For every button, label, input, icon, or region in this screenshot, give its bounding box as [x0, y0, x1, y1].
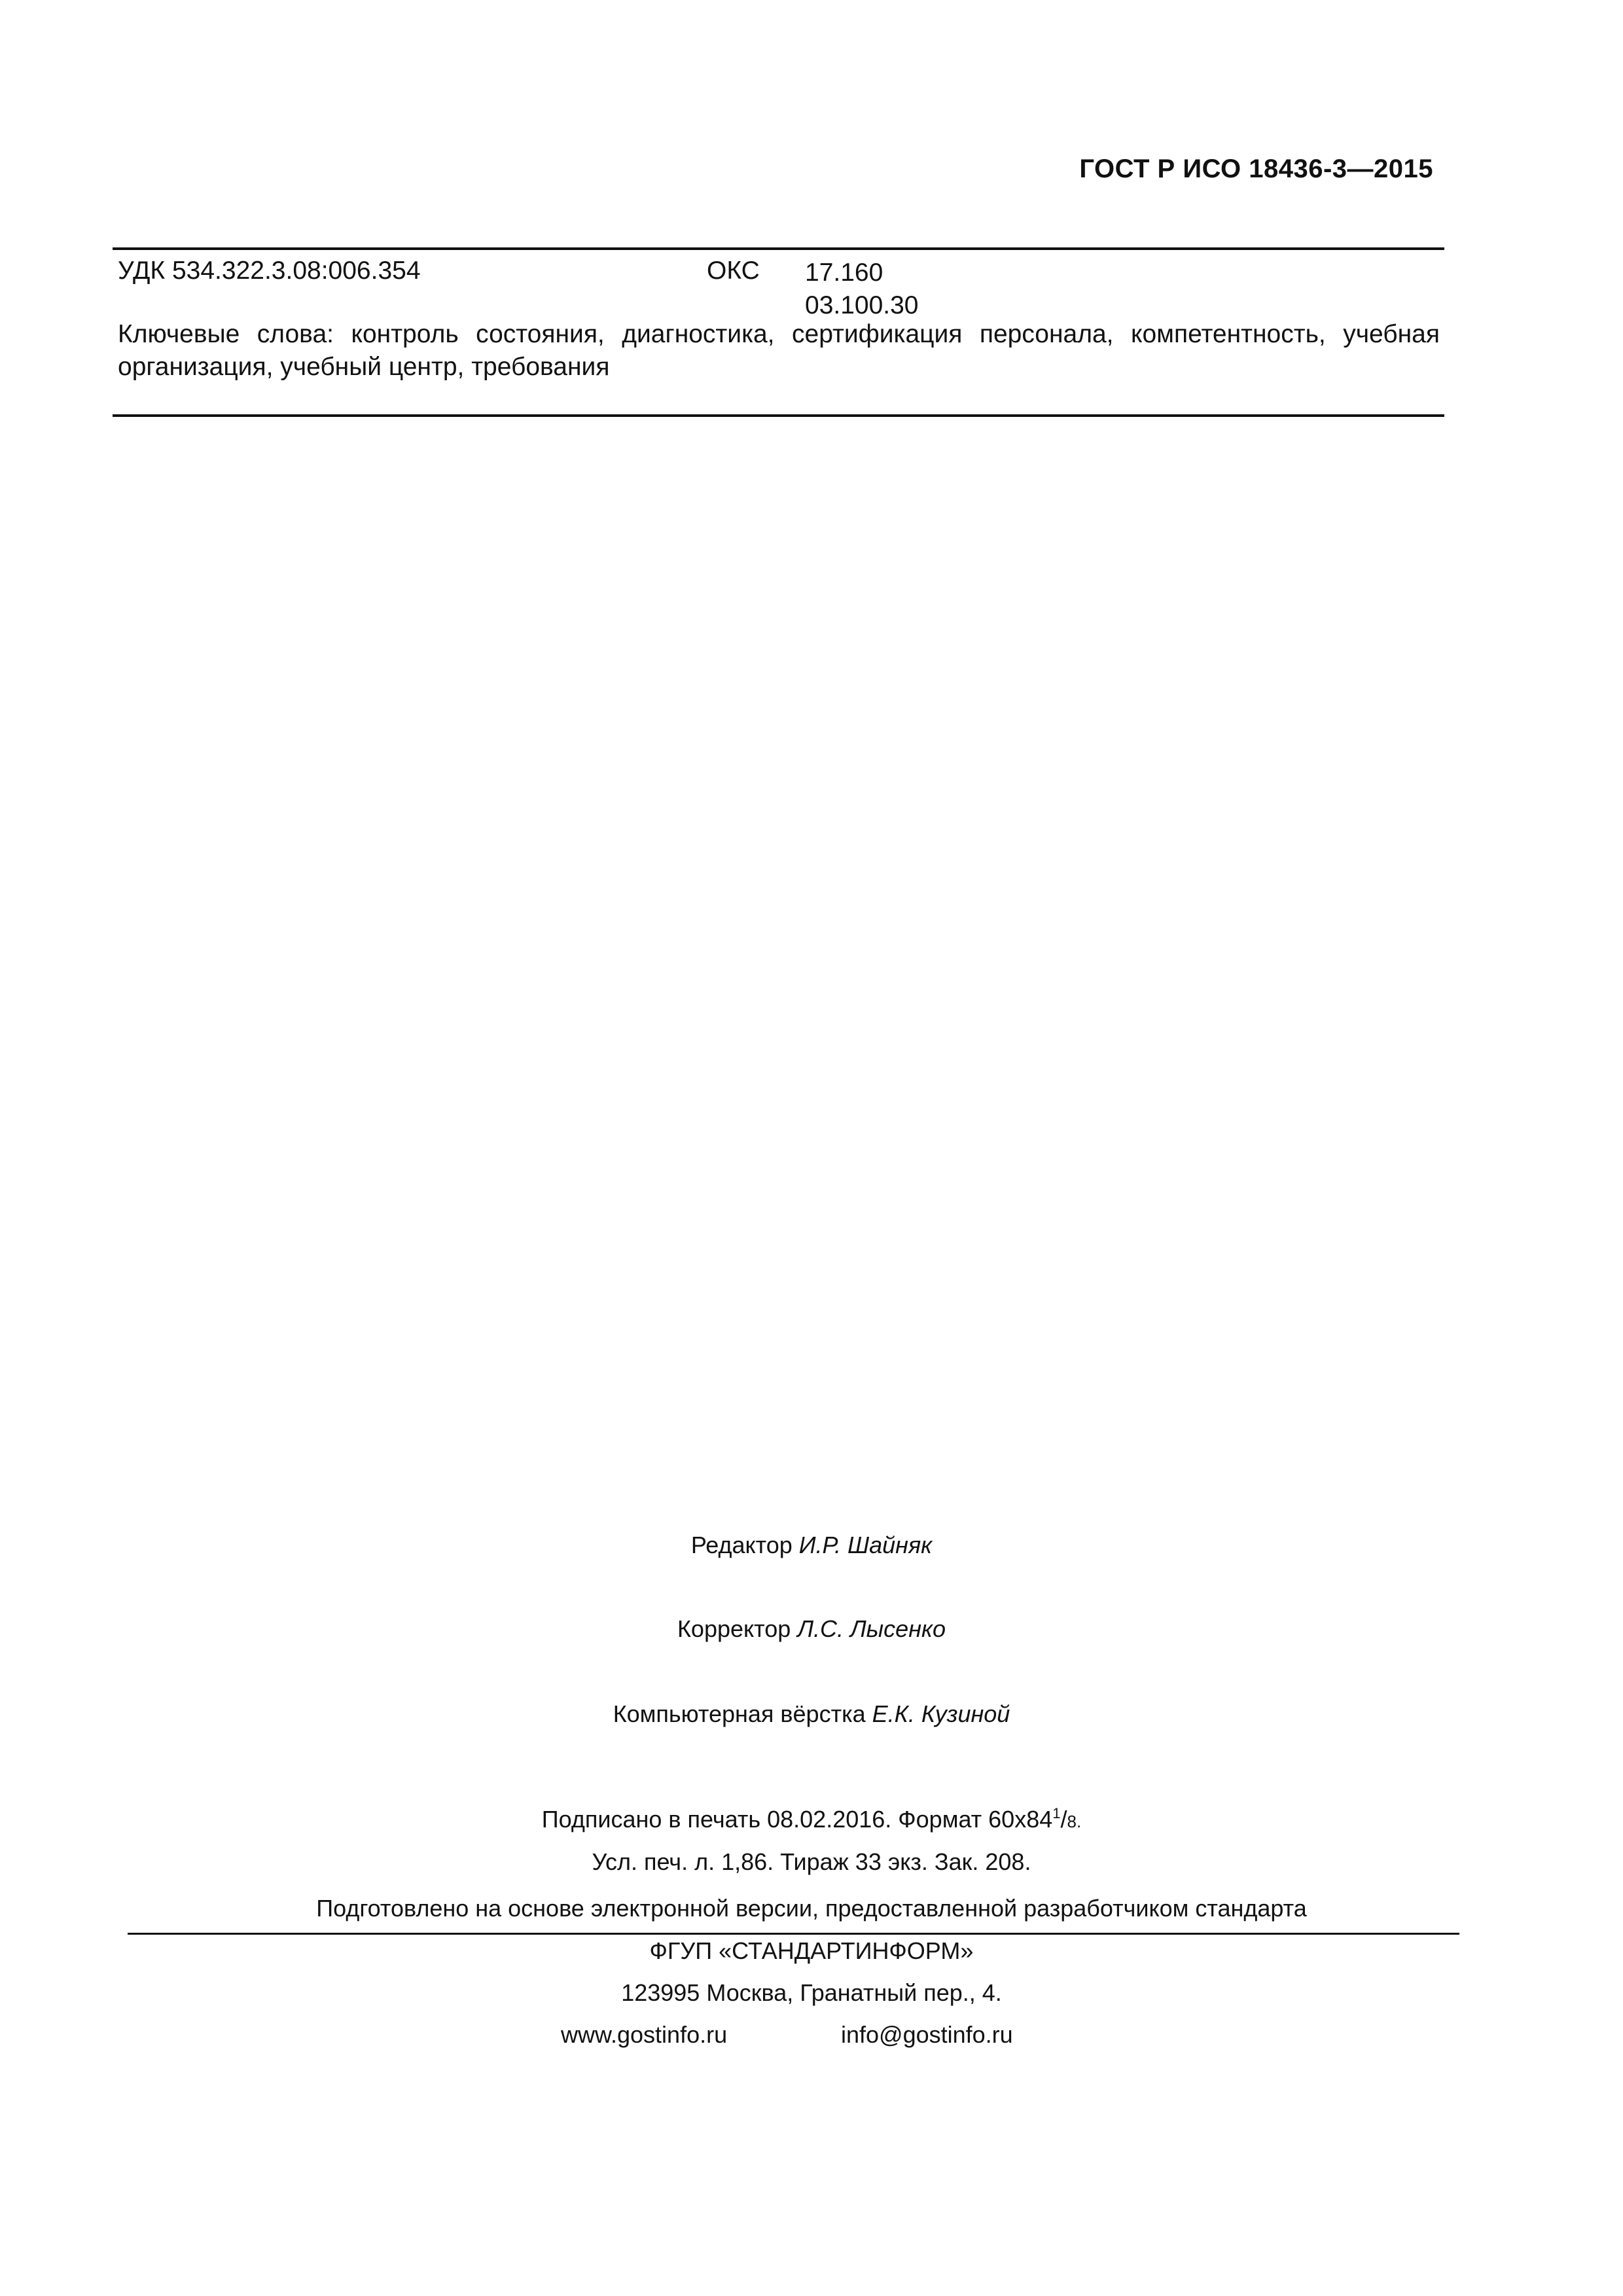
footer-rule [128, 1933, 1459, 1935]
signed-text: Подписано в печать 08.02.2016. Формат 60x84 [541, 1806, 1053, 1833]
signed-line [0, 1805, 1623, 1833]
email-link[interactable]: info@gostinfo.ru [841, 2021, 1013, 2048]
oks-code: 17.160 [805, 259, 883, 287]
oks-code: 03.100.30 [805, 291, 919, 319]
format-numerator: 1 [1052, 1805, 1061, 1821]
editor-name: И.Р. Шайняк [798, 1532, 933, 1558]
oks-label: ОКС [707, 257, 760, 285]
corrector-label: Корректор [677, 1615, 791, 1642]
prepared-note: Подготовлено на основе электронной версии, предоставленной разработчиком стандарта [316, 1895, 1307, 1922]
classification-bottom-rule [113, 414, 1444, 417]
document-code: ГОСТ Р ИСО 18436-3—2015 [1079, 154, 1433, 183]
top-rule [113, 247, 1444, 250]
run-info: Усл. печ. л. 1,86. Тираж 33 экз. Зак. 208. [592, 1848, 1031, 1875]
corrector-name: Л.С. Лысенко [797, 1615, 946, 1642]
layout-name: Е.К. Кузиной [872, 1700, 1010, 1727]
layout-line [0, 1700, 1623, 1728]
keywords: Ключевые слова: контроль состояния, диагностика, сертификация персонала, компетентность, учебная организация, учебный центр, требования [118, 320, 1440, 381]
publisher-name: ФГУП «СТАНДАРТИНФОРМ» [649, 1937, 974, 1964]
publisher-address: 123995 Москва, Гранатный пер., 4. [621, 1979, 1002, 2006]
editor-label: Редактор [690, 1532, 793, 1558]
website-link[interactable]: www.gostinfo.ru [561, 2021, 728, 2048]
udk-code: УДК 534.322.3.08:006.354 [118, 257, 421, 285]
editor-line [0, 1532, 1623, 1559]
format-denominator: 8. [1067, 1812, 1082, 1831]
oks-codes [805, 257, 919, 322]
corrector-line [0, 1615, 1623, 1643]
layout-label: Компьютерная вёрстка [613, 1700, 866, 1727]
format-slash: / [1060, 1806, 1067, 1833]
